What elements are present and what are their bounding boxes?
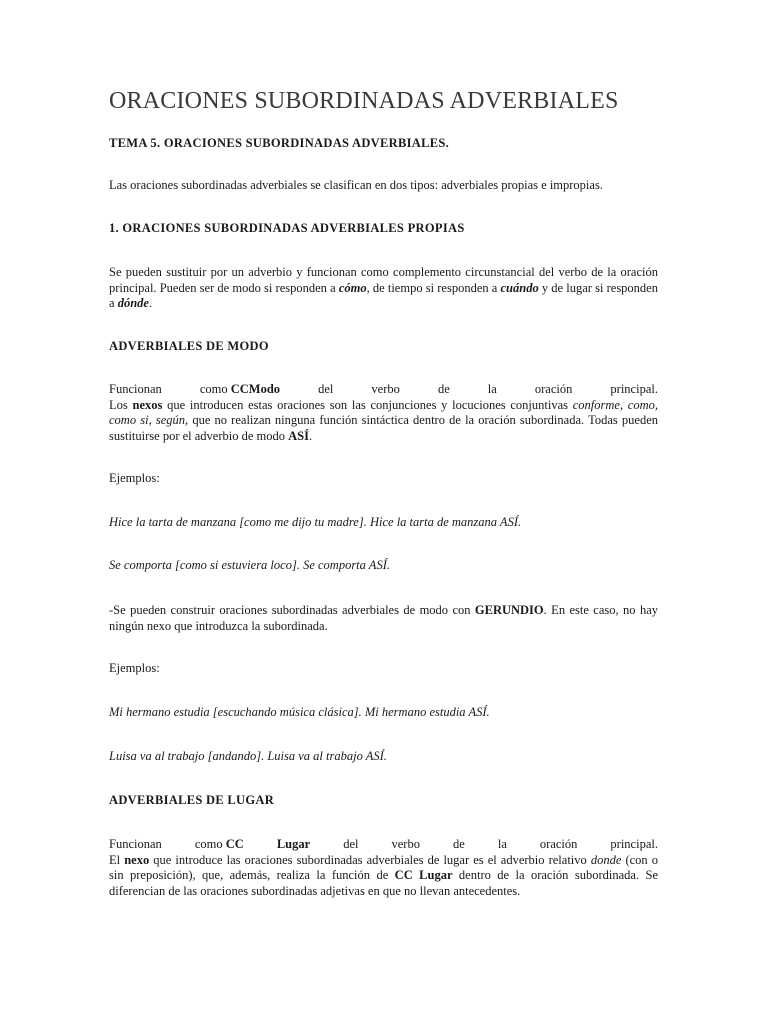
- modo-first-line: Funcionan como CCModo del verbo de la oración principal.: [109, 382, 658, 396]
- intro-paragraph: Las oraciones subordinadas adverbiales se clasifican en dos tipos: adverbiales propias e impropias.: [109, 178, 603, 192]
- lugar-first-line: Funcionan como CC Lugar del verbo de la oración principal.: [109, 837, 658, 851]
- ejemplos-label-2: Ejemplos:: [109, 661, 160, 675]
- gerundio-paragraph: -Se pueden construir oraciones subordinadas adverbiales de modo con GERUNDIO. En este caso, no hay ningún nexo que introduzca la subordinada.: [109, 603, 658, 633]
- example-2: Se comporta [como si estuviera loco]. Se comporta ASÍ.: [109, 558, 390, 572]
- modo-paragraph: Funcionan como CCModo del verbo de la oración principal. Los nexos que introducen estas oraciones son las conjunciones y locuciones conjuntivas conforme, como, como si, según, que no realizan ninguna función sintáctica dentro de la oración subordinada. Todas pueden sustituirse por el adverbio de modo ASÍ.: [109, 382, 659, 443]
- lugar-heading: ADVERBIALES DE LUGAR: [109, 793, 275, 807]
- tema-heading: TEMA 5. ORACIONES SUBORDINADAS ADVERBIALES.: [109, 136, 450, 150]
- example-1: Hice la tarta de manzana [como me dijo tu madre]. Hice la tarta de manzana ASÍ.: [109, 515, 522, 529]
- ejemplos-label-1: Ejemplos:: [109, 471, 160, 485]
- section-1-heading: 1. ORACIONES SUBORDINADAS ADVERBIALES PROPIAS: [109, 221, 465, 235]
- section-1-paragraph: Se pueden sustituir por un adverbio y funcionan como complemento circunstancial del verbo de la oración principal. Pueden ser de modo si responden a cómo, de tiempo si responden a cuándo y de lugar si responden a dónde.: [109, 265, 658, 310]
- lugar-paragraph: Funcionan como CC Lugar del verbo de la oración principal. El nexo que introduce las oraciones subordinadas adverbiales de lugar es el adverbio relativo donde (con o sin preposición), que, además, realiza la función de CC Lugar dentro de la oración subordinada. Se diferencian de las oraciones subordinadas adjetivas en que no llevan antecedentes.: [109, 837, 659, 898]
- example-4: Luisa va al trabajo [andando]. Luisa va al trabajo ASÍ.: [109, 749, 387, 763]
- modo-heading: ADVERBIALES DE MODO: [109, 339, 269, 353]
- example-3: Mi hermano estudia [escuchando música clásica]. Mi hermano estudia ASÍ.: [109, 705, 490, 719]
- page-title: ORACIONES SUBORDINADAS ADVERBIALES: [109, 88, 619, 114]
